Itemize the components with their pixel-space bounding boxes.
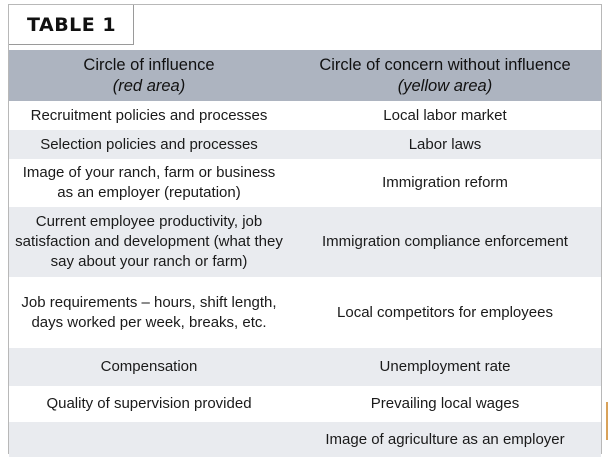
cell-influence: Quality of supervision provided (46, 395, 252, 412)
table-row (9, 422, 601, 457)
table-header-row (9, 50, 601, 101)
table-row (9, 207, 601, 277)
cell-influence: Job requirements – hours, shift length, days worked per week, breaks, etc. (21, 293, 277, 331)
table-row (9, 130, 601, 159)
table-row (9, 348, 601, 386)
header-left-title: Circle of influence (83, 55, 215, 74)
table-row (9, 386, 601, 422)
cell-concern: Local labor market (383, 106, 507, 124)
cell-concern: Unemployment rate (379, 358, 511, 375)
cell-influence (9, 422, 289, 457)
cell-influence: Recruitment policies and processes (30, 106, 268, 124)
header-right-subtitle: (yellow area) (397, 76, 493, 95)
cell-influence: Compensation (100, 358, 198, 375)
table-row (9, 159, 601, 207)
table-title: TABLE 1 (9, 5, 134, 45)
cell-concern: Immigration compliance enforcement (322, 233, 568, 250)
header-right (289, 50, 601, 101)
cell-influence: Current employee productivity, job satisfaction and development (what they say about your ranch or farm) (15, 213, 283, 270)
table-frame (8, 4, 602, 454)
cell-influence: Image of your ranch, farm or business as an employer (reputation) (22, 164, 276, 201)
header-left (9, 50, 289, 101)
cell-influence: Selection policies and processes (40, 135, 258, 153)
header-left-subtitle: (red area) (112, 76, 186, 95)
table-row (9, 101, 601, 130)
cell-concern: Prevailing local wages (370, 395, 520, 412)
cell-concern: Labor laws (408, 135, 482, 153)
cell-concern: Immigration reform (382, 174, 508, 191)
cell-concern: Image of agriculture as an employer (325, 430, 565, 448)
edge-accent (606, 402, 608, 440)
table-row (9, 277, 601, 348)
header-right-title: Circle of concern without influence (319, 55, 571, 74)
cell-concern: Local competitors for employees (337, 303, 553, 321)
table (9, 50, 601, 457)
